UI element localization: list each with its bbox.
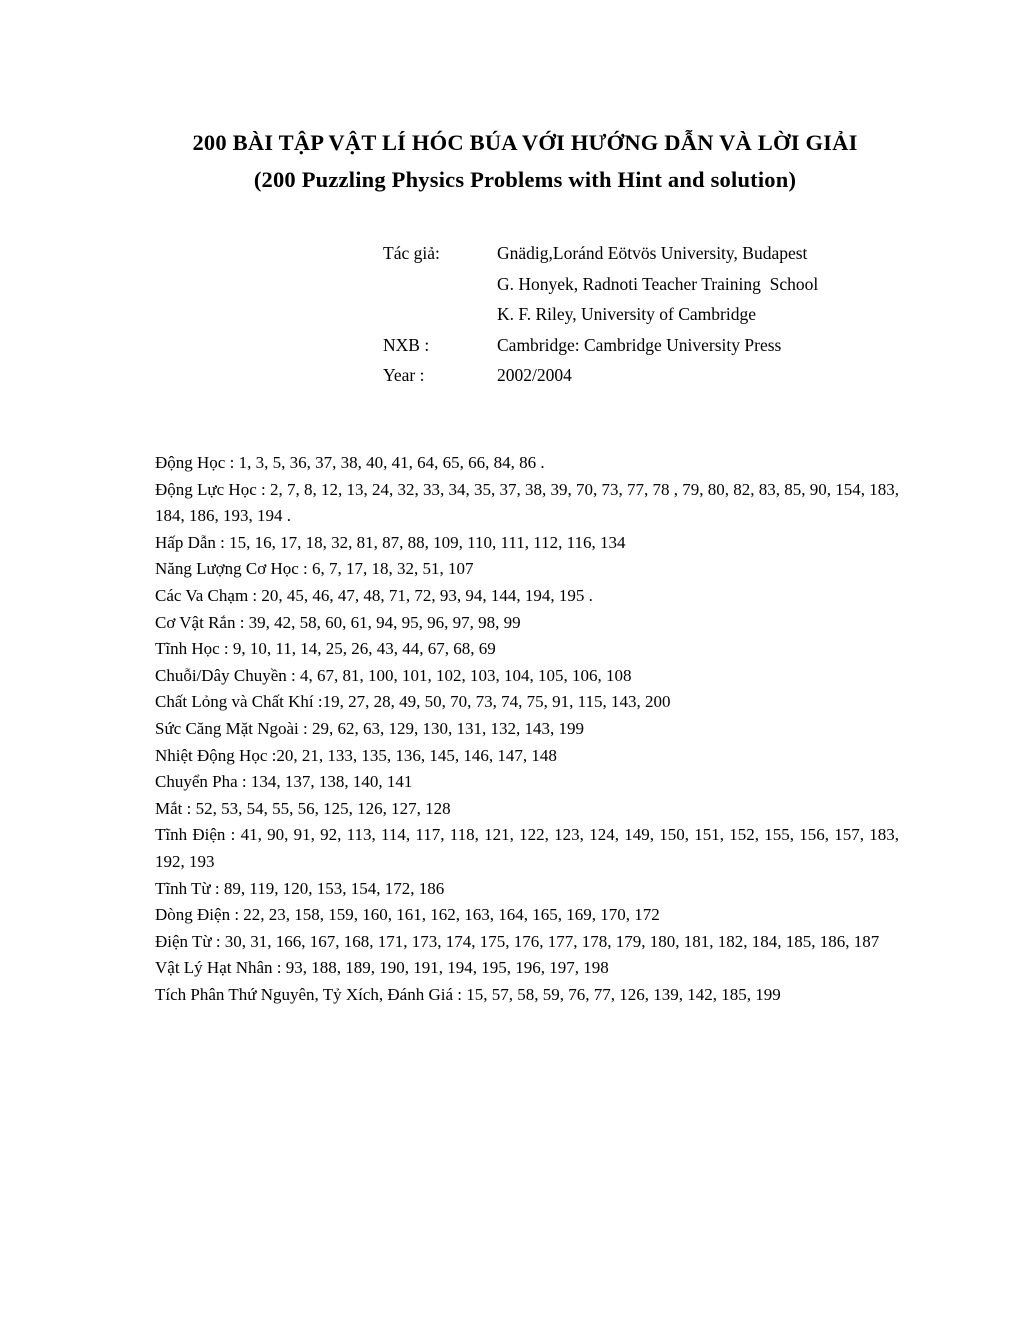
topic-entry: Động Lực Học : 2, 7, 8, 12, 13, 24, 32, 33, 34, 35, 37, 38, 39, 70, 73, 77, 78 , 79, 80, 82, 83, 85, 90, 154, 183, 184, 186, 193, 194 .: [155, 479, 899, 526]
topic-entry: Mắt : 52, 53, 54, 55, 56, 125, 126, 127, 128: [155, 798, 451, 818]
topic-entry: Các Va Chạm : 20, 45, 46, 47, 48, 71, 72, 93, 94, 144, 194, 195 .: [155, 585, 593, 605]
metadata-label: [383, 269, 497, 300]
topic-entry: Năng Lượng Cơ Học : 6, 7, 17, 18, 32, 51, 107: [155, 559, 474, 579]
metadata-label: NXB :: [383, 334, 430, 355]
topic-entry: Tĩnh Điện : 41, 90, 91, 92, 113, 114, 117, 118, 121, 122, 123, 124, 149, 150, 151, 152, 155, 156, 157, 183, 192, 193: [155, 825, 899, 871]
topic-entry: Vật Lý Hạt Nhân : 93, 188, 189, 190, 191, 194, 195, 196, 197, 198: [155, 958, 609, 978]
document-title: [142, 124, 908, 198]
metadata-block: [383, 238, 818, 391]
topic-entry: Chất Lỏng và Chất Khí :19, 27, 28, 49, 50, 70, 73, 74, 75, 91, 115, 143, 200: [155, 692, 671, 712]
metadata-value: K. F. Riley, University of Cambridge: [497, 304, 756, 324]
topic-entry: Dòng Điện : 22, 23, 158, 159, 160, 161, 162, 163, 164, 165, 169, 170, 172: [155, 905, 660, 925]
metadata-row: [383, 238, 818, 269]
title-line-vietnamese: 200 BÀI TẬP VẬT LÍ HÓC BÚA VỚI HƯỚNG DẪN VÀ LỜI GIẢI: [192, 130, 858, 155]
metadata-value: Gnädig,Loránd Eötvös University, Budapest: [497, 243, 808, 263]
metadata-row: [383, 269, 818, 300]
title-line-english: (200 Puzzling Physics Problems with Hint and solution): [253, 167, 797, 192]
metadata-row: [383, 360, 818, 391]
topic-entry: Chuyển Pha : 134, 137, 138, 140, 141: [155, 772, 413, 792]
metadata-row: [383, 330, 818, 361]
topic-entry: Tĩnh Từ : 89, 119, 120, 153, 154, 172, 186: [155, 878, 445, 898]
metadata-value: Cambridge: Cambridge University Press: [497, 334, 782, 355]
topic-entry: Cơ Vật Rắn : 39, 42, 58, 60, 61, 94, 95, 96, 97, 98, 99: [155, 612, 521, 632]
metadata-value: G. Honyek, Radnoti Teacher Training School: [497, 273, 819, 294]
metadata-label: Year :: [383, 365, 425, 385]
topic-entry: Động Học : 1, 3, 5, 36, 37, 38, 40, 41, 64, 65, 66, 84, 86 .: [155, 453, 545, 472]
topic-entry: Hấp Dẫn : 15, 16, 17, 18, 32, 81, 87, 88, 109, 110, 111, 112, 116, 134: [155, 532, 626, 552]
topic-entry: Tĩnh Học : 9, 10, 11, 14, 25, 26, 43, 44, 67, 68, 69: [155, 639, 496, 659]
metadata-row: [383, 299, 818, 330]
topic-entry: Sức Căng Mặt Ngoài : 29, 62, 63, 129, 130, 131, 132, 143, 199: [155, 718, 585, 738]
metadata-value: 2002/2004: [497, 365, 572, 385]
metadata-label: Tác giả:: [383, 243, 440, 263]
topic-entry: Nhiệt Động Học :20, 21, 133, 135, 136, 145, 146, 147, 148: [155, 745, 557, 765]
topic-entry: Chuỗi/Dây Chuyền : 4, 67, 81, 100, 101, 102, 103, 104, 105, 106, 108: [155, 665, 632, 685]
topic-entry: Điện Từ : 30, 31, 166, 167, 168, 171, 173, 174, 175, 176, 177, 178, 179, 180, 181, 182, 184, 185, 186, 187: [155, 931, 880, 951]
topics-index: [155, 450, 899, 1008]
metadata-label: [383, 299, 497, 330]
topic-entry: Tích Phân Thứ Nguyên, Tỷ Xích, Đánh Giá : 15, 57, 58, 59, 76, 77, 126, 139, 142, 185, 199: [155, 984, 781, 1004]
